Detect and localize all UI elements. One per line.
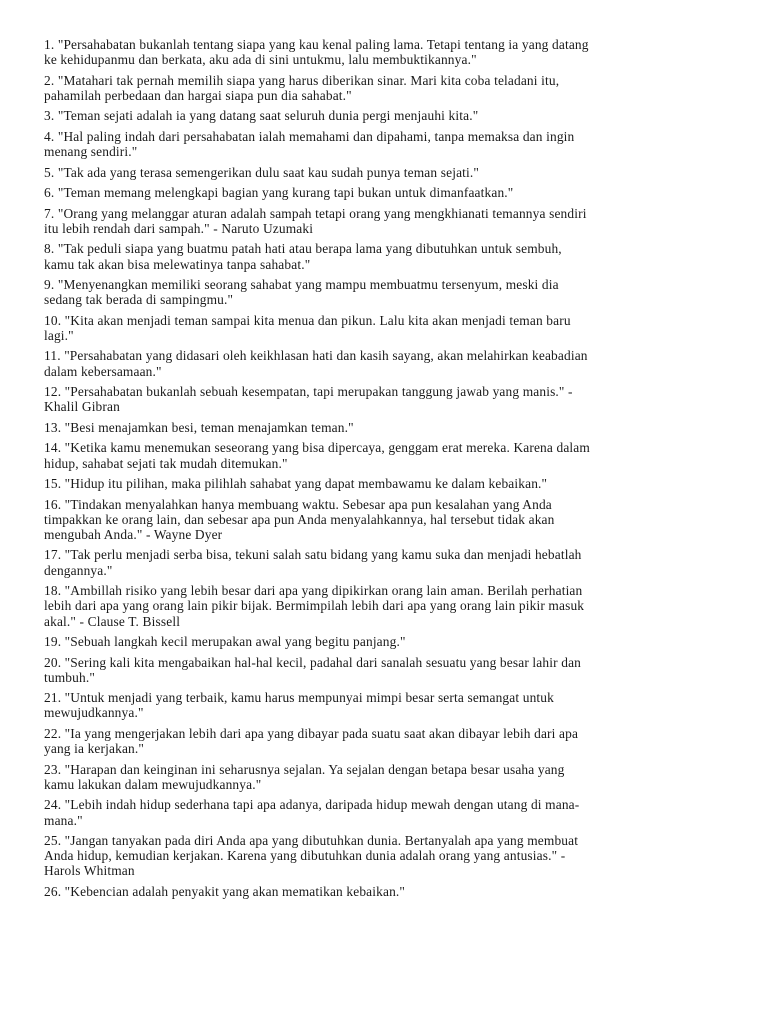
quote-text-line: mana." [44,812,83,828]
quote-item [44,833,730,879]
quote-text-line: 5. "Tak ada yang terasa semengerikan dulu saat kau sudah punya teman sejati." [44,164,480,180]
quote-item [44,384,730,414]
quote-text-line: 25. "Jangan tanyakan pada diri Anda apa yang dibutuhkan dunia. Bertanyalah apa yang membuat [44,833,579,849]
quote-text-line: itu lebih rendah dari sampah." - Naruto Uzumaki [44,220,314,236]
quote-list [44,37,730,904]
quote-text-line: tumbuh." [44,669,95,685]
quote-item [44,206,730,236]
quote-item [44,884,730,899]
quote-text-line: 23. "Harapan dan keinginan ini seharusnya sejalan. Ya sejalan dengan betapa besar usaha yang [44,761,565,777]
quote-text-line: pahamilah perbedaan dan hargai siapa pun dia sahabat." [44,87,352,103]
quote-text-line: dengannya." [44,562,113,578]
quote-text-line: 3. "Teman sejati adalah ia yang datang saat seluruh dunia pergi menjauhi kita." [44,108,479,124]
quote-item [44,762,730,792]
quote-text-line: menang sendiri." [44,144,138,160]
quote-text-line: 24. "Lebih indah hidup sederhana tapi apa adanya, daripada hidup mewah dengan utang di mana- [44,797,580,813]
quote-item [44,185,730,200]
quote-text-line: Harols Whitman [44,863,135,879]
quote-text-line: dalam kebersamaan." [44,363,162,379]
quote-text-line: 6. "Teman memang melengkapi bagian yang kurang tapi bukan untuk dimanfaatkan." [44,185,514,201]
quote-text-line: 4. "Hal paling indah dari persahabatan ialah memahami dan dipahami, tanpa memaksa dan ingin [44,128,575,144]
quote-text-line: 26. "Kebencian adalah penyakit yang akan mematikan kebaikan." [44,883,406,899]
quote-item [44,655,730,685]
quote-text-line: 19. "Sebuah langkah kecil merupakan awal yang begitu panjang." [44,634,406,650]
quote-text-line: 8. "Tak peduli siapa yang buatmu patah hati atau berapa lama yang dibutuhkan untuk sembuh, [44,241,562,257]
quote-text-line: kamu tak akan bisa melewatinya tanpa sahabat." [44,256,311,272]
quote-text-line: hidup, sahabat sejati tak mudah ditemukan." [44,455,288,471]
quote-item [44,108,730,123]
quote-text-line: 18. "Ambillah risiko yang lebih besar dari apa yang dipikirkan orang lain aman. Berilah perhatian [44,583,583,599]
quote-text-line: kamu lakukan dalam mewujudkannya." [44,776,262,792]
quote-item [44,73,730,103]
quote-text-line: 21. "Untuk menjadi yang terbaik, kamu harus mempunyai mimpi besar serta semangat untuk [44,690,554,706]
quote-text-line: 17. "Tak perlu menjadi serba bisa, tekuni salah satu bidang yang kamu suka dan menjadi hebatlah [44,547,582,563]
quote-text-line: 10. "Kita akan menjadi teman sampai kita menua dan pikun. Lalu kita akan menjadi teman baru [44,312,571,328]
quote-text-line: 22. "Ia yang mengerjakan lebih dari apa yang dibayar pada suatu saat akan dibayar lebih dari apa [44,725,579,741]
quote-text-line: mewujudkannya." [44,705,144,721]
quote-item [44,440,730,470]
quote-text-line: timpakkan ke orang lain, dan sebesar apa pun Anda menyalahkannya, hal tersebut tidak akan [44,511,555,527]
quote-text-line: sedang tak berada di sampingmu." [44,292,234,308]
quote-item [44,37,730,67]
quote-item [44,497,730,543]
quote-text-line: akal." - Clause T. Bissell [44,613,181,629]
quote-item [44,583,730,629]
quote-text-line: Khalil Gibran [44,399,120,415]
quote-text-line: 9. "Menyenangkan memiliki seorang sahabat yang mampu membuatmu tersenyum, meski dia [44,277,559,293]
quote-text-line: lagi." [44,327,74,343]
quote-text-line: Anda hidup, kemudian kerjakan. Karena yang dibutuhkan dunia adalah orang yang antusias." - [44,848,566,864]
quote-text-line: mengubah Anda." - Wayne Dyer [44,526,223,542]
quote-item [44,476,730,491]
quote-item [44,690,730,720]
quote-text-line: 15. "Hidup itu pilihan, maka pilihlah sahabat yang dapat membawamu ke dalam kebaikan." [44,476,548,492]
quote-text-line: 12. "Persahabatan bukanlah sebuah kesempatan, tapi merupakan tanggung jawab yang manis." - [44,384,573,400]
quote-text-line: 14. "Ketika kamu menemukan seseorang yang bisa dipercaya, genggam erat mereka. Karena dalam [44,440,590,456]
quote-text-line: 11. "Persahabatan yang didasari oleh keikhlasan hati dan kasih sayang, akan melahirkan keabadian [44,348,588,364]
quote-text-line: 16. "Tindakan menyalahkan hanya membuang waktu. Sebesar apa pun kesalahan yang Anda [44,496,552,512]
quote-item [44,797,730,827]
quote-item [44,277,730,307]
quote-text-line: lebih dari apa yang orang lain pikir bijak. Bermimpilah lebih dari apa yang orang lain pikir masuk [44,598,585,614]
quote-text-line: 13. "Besi menajamkan besi, teman menajamkan teman." [44,419,354,435]
quote-text-line: yang ia kerjakan." [44,741,144,757]
quote-item [44,420,730,435]
quote-text-line: ke kehidupanmu dan berkata, aku ada di sini untukmu, lalu membuktikannya." [44,52,477,68]
quote-item [44,165,730,180]
quote-item [44,129,730,159]
quote-item [44,313,730,343]
quote-item [44,547,730,577]
quote-item [44,634,730,649]
quote-item [44,241,730,271]
quote-text-line: 2. "Matahari tak pernah memilih siapa yang harus diberikan sinar. Mari kita coba teladani itu, [44,72,560,88]
quote-text-line: 7. "Orang yang melanggar aturan adalah sampah tetapi orang yang mengkhianati temannya sendiri [44,205,587,221]
quote-text-line: 20. "Sering kali kita mengabaikan hal-hal kecil, padahal dari sanalah sesuatu yang besar lahir dan [44,654,582,670]
quote-item [44,348,730,378]
quote-text-line: 1. "Persahabatan bukanlah tentang siapa yang kau kenal paling lama. Tetapi tentang ia yang datang [44,37,589,52]
quote-item [44,726,730,756]
